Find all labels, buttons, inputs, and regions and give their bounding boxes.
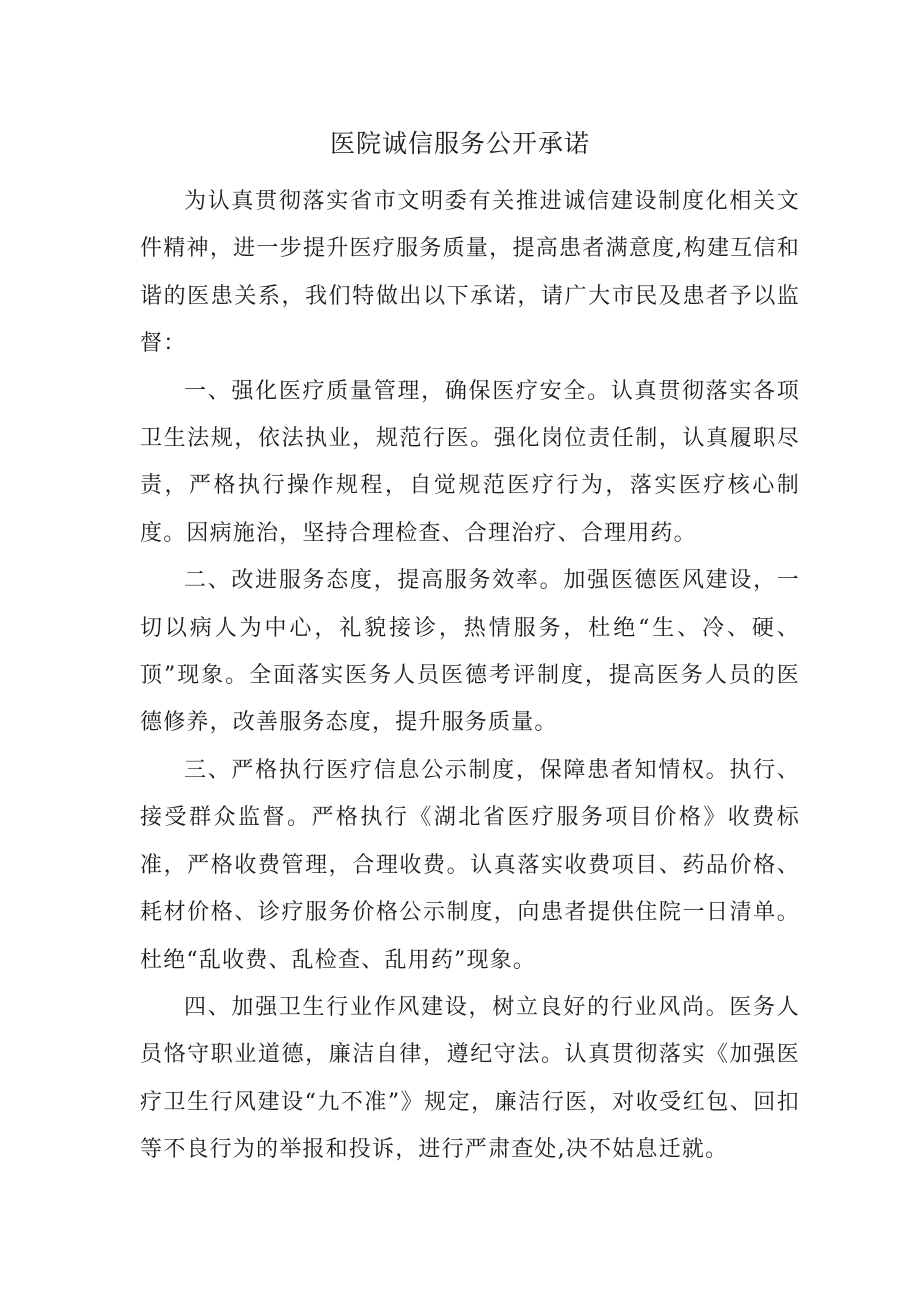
paragraph-intro: 为认真贯彻落实省市文明委有关推进诚信建设制度化相关文件精神，进一步提升医疗服务质量，提高患者满意度,构建互信和谐的医患关系，我们特做出以下承诺，请广大市民及患者予以监督： bbox=[140, 189, 800, 357]
paragraph-3: 三、严格执行医疗信息公示制度，保障患者知情权。执行、接受群众监督。严格执行《湖北省医疗服务项目价格》收费标准，严格收费管理，合理收费。认真落实收费项目、药品价格、耗材价格、诊疗服务价格公示制度，向患者提供住院一日清单。杜绝“乱收费、乱检查、乱用药”现象。 bbox=[140, 757, 800, 973]
paragraph-1: 一、强化医疗质量管理，确保医疗安全。认真贯彻落实各项卫生法规，依法执业，规范行医。强化岗位责任制，认真履职尽责，严格执行操作规程，自觉规范医疗行为，落实医疗核心制度。因病施治，坚持合理检查、合理治疗、合理用药。 bbox=[140, 378, 800, 546]
document-title: 医院诚信服务公开承诺 bbox=[329, 129, 590, 158]
document-body bbox=[140, 178, 800, 1174]
paragraph-2: 二、改进服务态度，提高服务效率。加强医德医风建设，一切以病人为中心，礼貌接诊，热情服务，杜绝“生、冷、硬、顶”现象。全面落实医务人员医德考评制度，提高医务人员的医德修养，改善服务态度，提升服务质量。 bbox=[140, 568, 800, 736]
paragraph-4: 四、加强卫生行业作风建设，树立良好的行业风尚。医务人员恪守职业道德，廉洁自律，遵纪守法。认真贯彻落实《加强医疗卫生行风建设“九不准”》规定，廉洁行医，对收受红包、回扣等不良行为的举报和投诉，进行严肃查处,决不姑息迁就。 bbox=[140, 994, 800, 1163]
